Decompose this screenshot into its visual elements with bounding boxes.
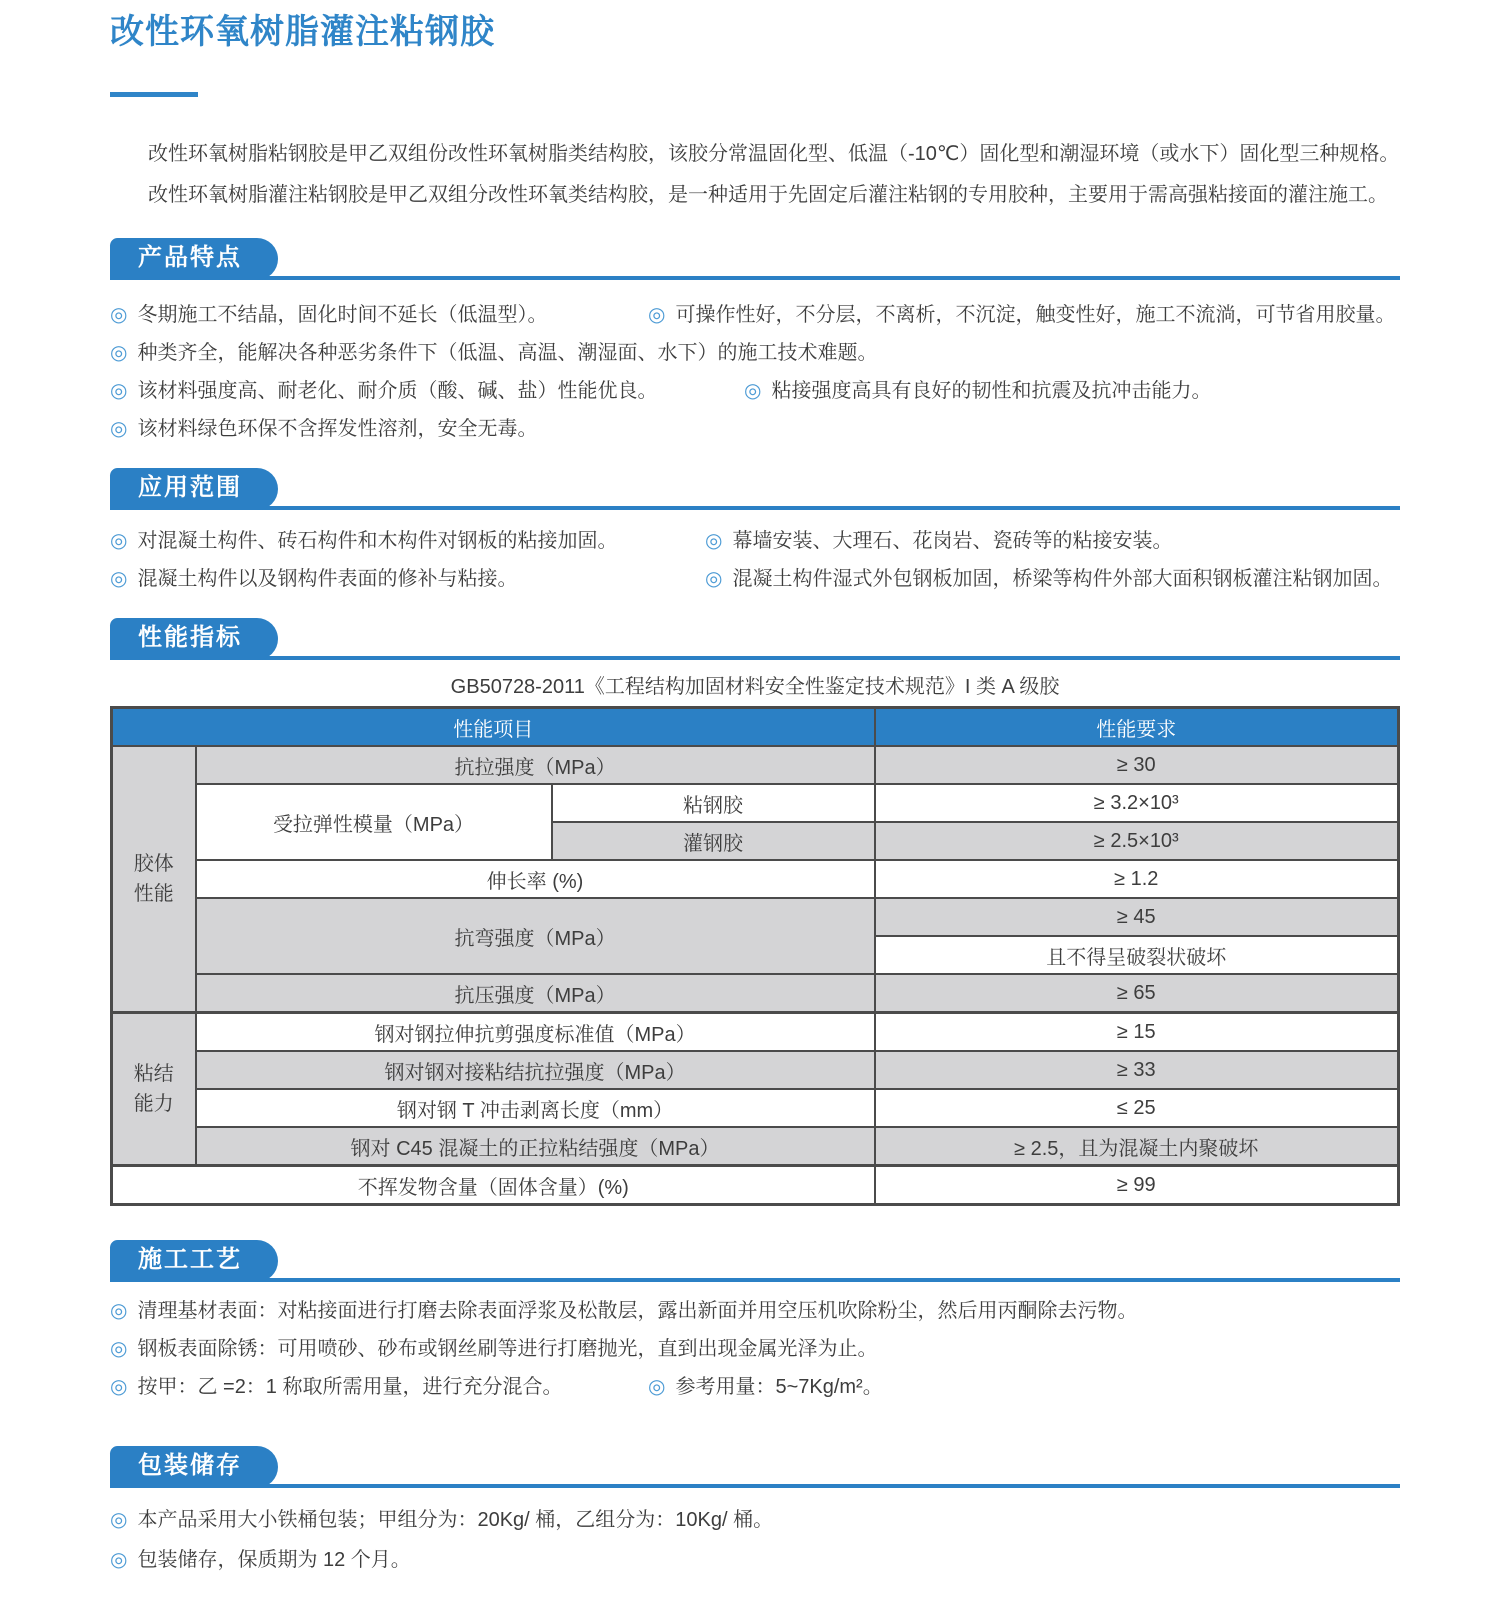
table-row (112, 860, 1399, 898)
process-item: 清理基材表面：对粘接面进行打磨去除表面浮浆及松散层，露出新面并用空压机吹除粉尘，然后用丙酮除去污物。 (137, 1300, 1138, 1322)
cell-item: 伸长率 (%) (196, 860, 875, 898)
features-list (110, 296, 1400, 448)
application-item: 对混凝土构件、砖石构件和木构件对钢板的粘接加固。 (137, 530, 618, 552)
bullet-icon: ◎ (705, 530, 723, 552)
cell-subitem: 粘钢胶 (552, 784, 875, 822)
application-item: 混凝土构件以及钢构件表面的修补与粘接。 (137, 568, 518, 590)
cell-req: ≥ 99 (875, 1166, 1399, 1205)
process-list (110, 1292, 1400, 1406)
cell-req: ≥ 2.5，且为混凝土内聚破坏 (875, 1127, 1399, 1166)
cell-item: 不挥发物含量（固体含量）(%) (112, 1166, 875, 1205)
cell-item: 钢对 C45 混凝土的正拉粘结强度（MPa） (196, 1127, 875, 1166)
list-item (110, 522, 1400, 560)
section-rule (110, 1278, 1400, 1282)
group-label-adhesive-body (112, 746, 196, 1013)
section-header-process (110, 1240, 1400, 1282)
table-row (112, 1013, 1399, 1052)
applications-list (110, 522, 1400, 598)
cell-item: 抗压强度（MPa） (196, 974, 875, 1013)
section-packaging (110, 1446, 1400, 1580)
cell-req: ≥ 2.5×10³ (875, 822, 1399, 860)
list-item (110, 1368, 1400, 1406)
section-tab-features: 产品特点 (110, 238, 278, 280)
bullet-icon: ◎ (110, 568, 128, 590)
cell-subitem: 灌钢胶 (552, 822, 875, 860)
application-item: 混凝土构件湿式外包钢板加固，桥梁等构件外部大面积钢板灌注粘钢加固。 (732, 568, 1393, 590)
group-label-line: 性能 (133, 883, 174, 905)
table-row (112, 974, 1399, 1013)
packaging-list (110, 1500, 1400, 1580)
section-tab-performance: 性能指标 (110, 618, 278, 660)
bullet-icon: ◎ (110, 1338, 128, 1360)
table-row (112, 784, 1399, 822)
cell-item: 抗拉强度（MPa） (196, 746, 875, 784)
column-header-item: 性能项目 (112, 708, 875, 747)
cell-item: 受拉弹性模量（MPa） (196, 784, 552, 860)
section-rule (110, 1484, 1400, 1488)
bullet-icon: ◎ (648, 1376, 666, 1398)
title-underline (110, 92, 198, 97)
list-item (110, 1500, 1400, 1540)
section-features (110, 238, 1400, 448)
bullet-icon: ◎ (110, 1549, 128, 1571)
cell-req: ≥ 3.2×10³ (875, 784, 1399, 822)
section-header-packaging (110, 1446, 1400, 1488)
performance-table (110, 706, 1400, 1206)
group-label-line: 胶体 (133, 853, 174, 875)
cell-req: ≥ 15 (875, 1013, 1399, 1052)
table-header-row (112, 708, 1399, 747)
group-label-line: 粘结 (133, 1063, 174, 1085)
intro-line-1: 改性环氧树脂粘钢胶是甲乙双组份改性环氧树脂类结构胶，该胶分常温固化型、低温（-10℃）固化型和潮湿环境（或水下）固化型三种规格。 (148, 143, 1400, 165)
bullet-icon: ◎ (744, 380, 762, 402)
cell-req: ≥ 65 (875, 974, 1399, 1013)
cell-item: 钢对钢对接粘结抗拉强度（MPa） (196, 1051, 875, 1089)
intro-paragraph (110, 134, 1400, 216)
bullet-icon: ◎ (648, 304, 666, 326)
group-label-line: 能力 (133, 1093, 174, 1115)
bullet-icon: ◎ (705, 568, 723, 590)
section-applications (110, 468, 1400, 598)
section-header-applications (110, 468, 1400, 510)
cell-req: ≤ 25 (875, 1089, 1399, 1127)
section-tab-packaging: 包装储存 (110, 1446, 278, 1488)
table-row (112, 746, 1399, 784)
process-item: 参考用量：5~7Kg/m²。 (675, 1376, 883, 1398)
cell-req: ≥ 45 (875, 898, 1399, 936)
section-rule (110, 276, 1400, 280)
page-title: 改性环氧树脂灌注粘钢胶 (110, 13, 495, 51)
list-item (110, 334, 1400, 372)
table-row (112, 898, 1399, 936)
table-row (112, 1166, 1399, 1205)
section-header-features (110, 238, 1400, 280)
bullet-icon: ◎ (110, 418, 128, 440)
cell-req: ≥ 33 (875, 1051, 1399, 1089)
bullet-icon: ◎ (110, 1300, 128, 1322)
list-item (110, 1540, 1400, 1580)
feature-item: 该材料强度高、耐老化、耐介质（酸、碱、盐）性能优良。 (137, 380, 658, 402)
intro-line-2: 改性环氧树脂灌注粘钢胶是甲乙双组分改性环氧类结构胶，是一种适用于先固定后灌注粘钢的专用胶种，主要用于需高强粘接面的灌注施工。 (148, 184, 1388, 206)
packaging-item: 包装储存，保质期为 12 个月。 (137, 1549, 411, 1571)
list-item (110, 1330, 1400, 1368)
bullet-icon: ◎ (110, 530, 128, 552)
cell-item: 钢对钢拉伸抗剪强度标准值（MPa） (196, 1013, 875, 1052)
cell-req: ≥ 1.2 (875, 860, 1399, 898)
bullet-icon: ◎ (110, 342, 128, 364)
table-row (112, 1127, 1399, 1166)
column-header-req: 性能要求 (875, 708, 1399, 747)
list-item (110, 1292, 1400, 1330)
section-process (110, 1240, 1400, 1406)
cell-req: 且不得呈破裂状破坏 (875, 936, 1399, 974)
feature-item: 冬期施工不结晶，固化时间不延长（低温型）。 (137, 304, 548, 326)
feature-item: 可操作性好，不分层，不离析，不沉淀，触变性好，施工不流淌，可节省用胶量。 (675, 304, 1396, 326)
table-row (112, 1089, 1399, 1127)
packaging-item: 本产品采用大小铁桶包装；甲组分为：20Kg/ 桶，乙组分为：10Kg/ 桶。 (137, 1509, 774, 1531)
section-rule (110, 506, 1400, 510)
list-item (110, 560, 1400, 598)
cell-item: 抗弯强度（MPa） (196, 898, 875, 974)
section-performance (110, 618, 1400, 1206)
bullet-icon: ◎ (110, 380, 128, 402)
process-item: 钢板表面除锈：可用喷砂、砂布或钢丝刷等进行打磨抛光，直到出现金属光泽为止。 (137, 1338, 878, 1360)
table-row (112, 1051, 1399, 1089)
list-item (110, 296, 1400, 334)
table-caption: GB50728-2011《工程结构加固材料安全性鉴定技术规范》I 类 A 级胶 (450, 676, 1060, 698)
feature-item: 种类齐全，能解决各种恶劣条件下（低温、高温、潮湿面、水下）的施工技术难题。 (137, 342, 878, 364)
section-tab-process: 施工工艺 (110, 1240, 278, 1282)
list-item (110, 372, 1400, 410)
cell-req: ≥ 30 (875, 746, 1399, 784)
group-label-bonding (112, 1013, 196, 1166)
section-header-performance (110, 618, 1400, 660)
section-rule (110, 656, 1400, 660)
bullet-icon: ◎ (110, 1376, 128, 1398)
bullet-icon: ◎ (110, 1509, 128, 1531)
bullet-icon: ◎ (110, 304, 128, 326)
feature-item: 该材料绿色环保不含挥发性溶剂，安全无毒。 (137, 418, 538, 440)
cell-item: 钢对钢 T 冲击剥离长度（mm） (196, 1089, 875, 1127)
process-item: 按甲：乙 =2：1 称取所需用量，进行充分混合。 (137, 1376, 563, 1398)
section-tab-applications: 应用范围 (110, 468, 278, 510)
application-item: 幕墙安装、大理石、花岗岩、瓷砖等的粘接安装。 (732, 530, 1173, 552)
list-item (110, 410, 1400, 448)
feature-item: 粘接强度高具有良好的韧性和抗震及抗冲击能力。 (771, 380, 1212, 402)
